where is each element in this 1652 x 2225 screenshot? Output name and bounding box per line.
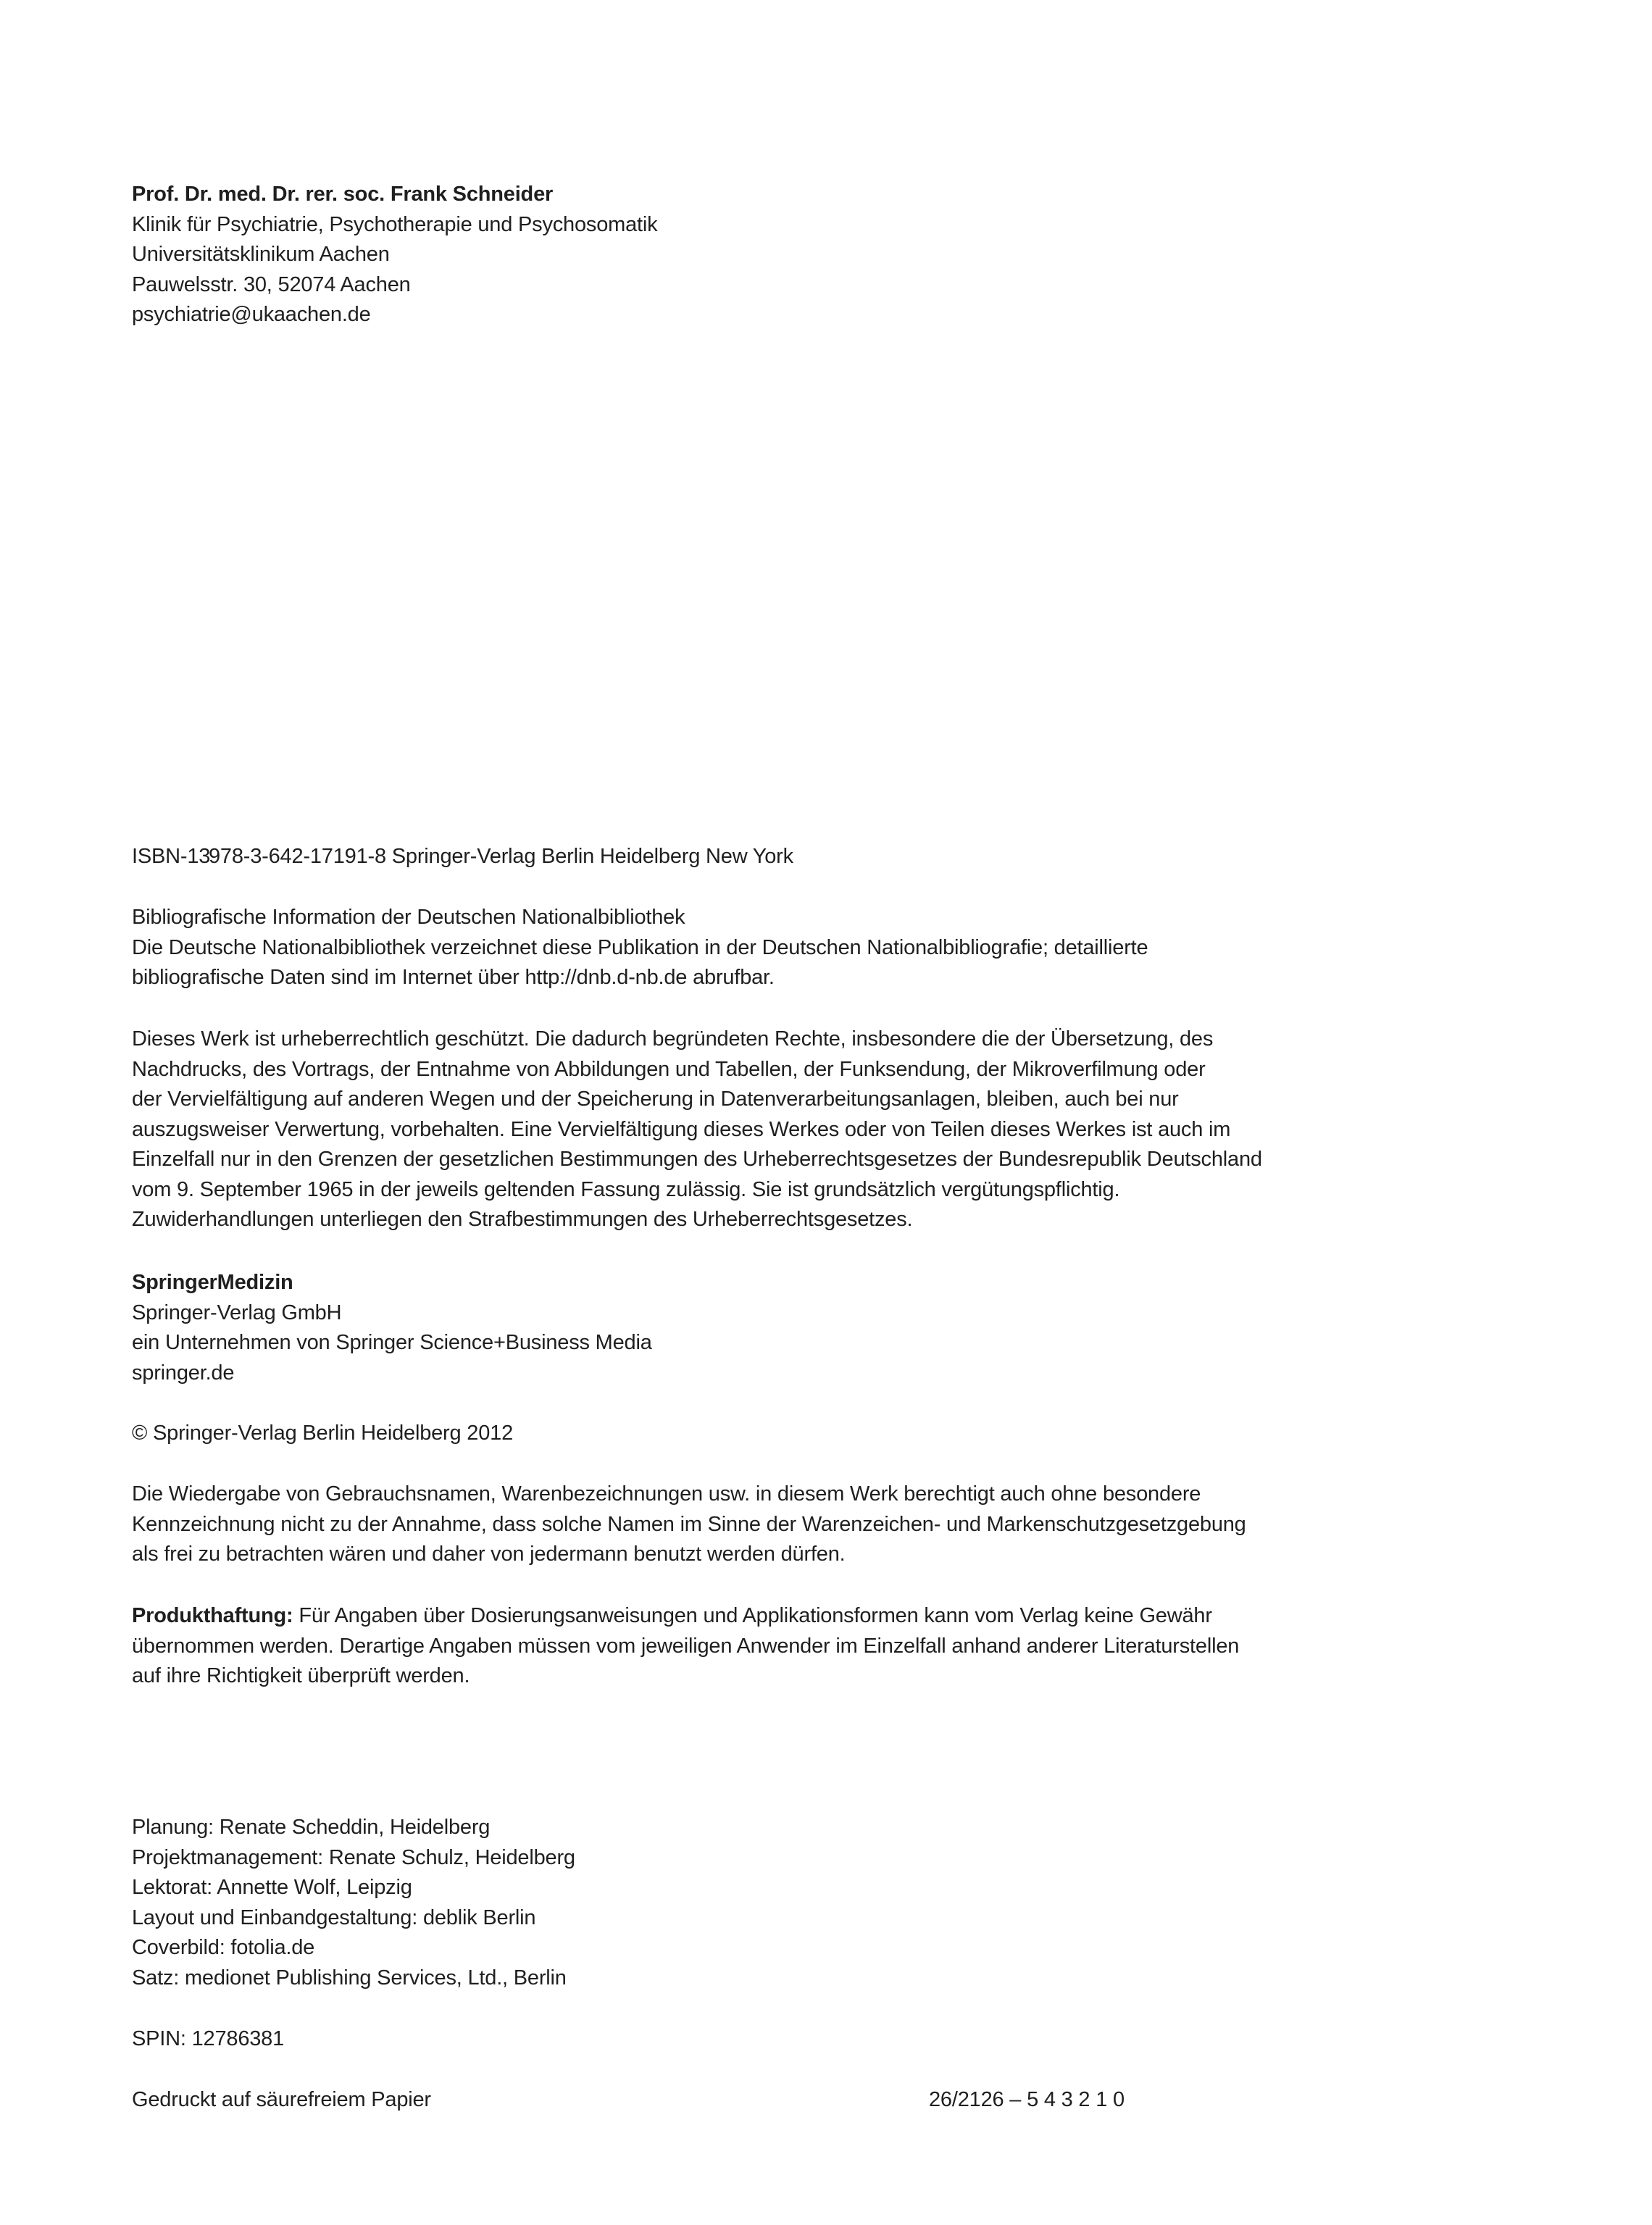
spin-number: SPIN: 12786381	[132, 2027, 285, 2050]
copyright-notice-line: Zuwiderhandlungen unterliegen den Strafbestimmungen des Urheberrechtsgesetzes.	[132, 1208, 913, 1231]
paper-note: Gedruckt auf säurefreiem Papier	[132, 2088, 431, 2111]
printing-info	[132, 2085, 1146, 2116]
copyright-notice-line: der Vervielfältigung auf anderen Wegen und der Speicherung in Datenverarbeitungsanlagen, bleiben, auch bei nur	[132, 1088, 1179, 1111]
author-institution: Universitätsklinikum Aachen	[132, 243, 390, 266]
publisher-parent: ein Unternehmen von Springer Science+Business Media	[132, 1331, 652, 1354]
isbn-label: ISBN-13	[132, 845, 211, 868]
isbn-value: 978-3-642-17191-8 Springer-Verlag Berlin Heidelberg New York	[209, 845, 793, 868]
credit-editing: Lektorat: Annette Wolf, Leipzig	[132, 1876, 412, 1899]
production-credits	[132, 1813, 1364, 1993]
liability-label: Produkthaftung:	[132, 1604, 293, 1627]
bibliographic-text-line: Die Deutsche Nationalbibliothek verzeichnet diese Publikation in der Deutschen Nationalbibliografie; detaillierte	[132, 935, 1148, 959]
author-address-block	[132, 180, 1364, 330]
liability-first-line: Für Angaben über Dosierungsanweisungen und Applikationsformen kann vom Verlag keine Gewähr	[293, 1604, 1212, 1627]
author-street: Pauwelsstr. 30, 52074 Aachen	[132, 272, 411, 296]
credit-layout: Layout und Einbandgestaltung: deblik Berlin	[132, 1905, 536, 1929]
spin-block	[132, 2024, 1364, 2055]
trademark-notice-line: Die Wiedergabe von Gebrauchsnamen, Warenbezeichnungen usw. in diesem Werk berechtigt auch ohne besondere	[132, 1482, 1201, 1506]
credit-typesetting: Satz: medionet Publishing Services, Ltd., Berlin	[132, 1966, 567, 1990]
publisher-website: springer.de	[132, 1361, 235, 1385]
copyright-notice	[132, 1024, 1364, 1235]
copyright-notice-line: vom 9. September 1965 in der jeweils geltenden Fassung zulässig. Sie ist grundsätzlich vergütungspflichtig.	[132, 1177, 1120, 1201]
publisher-block	[132, 1268, 1364, 1388]
liability-notice-line: übernommen werden. Derartige Angaben müssen vom jeweiligen Anwender im Einzelfall anhand anderer Literaturstellen	[132, 1634, 1240, 1658]
print-run-code: 26/2126 – 5 4 3 2 1 0	[929, 2088, 1125, 2111]
copyright-notice-line: auszugsweiser Verwertung, vorbehalten. Eine Vervielfältigung dieses Werkes oder von Teilen dieses Werkes ist auch im	[132, 1117, 1231, 1141]
credit-project-management: Projektmanagement: Renate Schulz, Heidelberg	[132, 1845, 575, 1869]
credit-planning: Planung: Renate Scheddin, Heidelberg	[132, 1816, 491, 1839]
bibliographic-heading: Bibliografische Information der Deutschen Nationalbibliothek	[132, 906, 685, 929]
copyright-line-block	[132, 1419, 1364, 1449]
copyright-notice-line: Dieses Werk ist urheberrechtlich geschützt. Die dadurch begründeten Rechte, insbesondere die der Übersetzung, des	[132, 1027, 1214, 1051]
copyright-notice-line: Einzelfall nur in den Grenzen der gesetzlichen Bestimmungen des Urheberrechtsgesetzes der Bundesrepublik Deutschland	[132, 1148, 1262, 1171]
author-affiliation: Klinik für Psychiatrie, Psychotherapie und Psychosomatik	[132, 212, 658, 236]
trademark-notice	[132, 1479, 1364, 1570]
isbn-line	[132, 842, 1364, 872]
credit-cover-image: Coverbild: fotolia.de	[132, 1936, 315, 1959]
publisher-company: Springer-Verlag GmbH	[132, 1301, 342, 1324]
publisher-name: SpringerMedizin	[132, 1271, 293, 1294]
liability-notice-line: auf ihre Richtigkeit überprüft werden.	[132, 1664, 470, 1687]
liability-notice	[132, 1601, 1364, 1692]
author-name: Prof. Dr. med. Dr. rer. soc. Frank Schneider	[132, 183, 554, 206]
bibliographic-text-line: bibliografische Daten sind im Internet über http://dnb.d-nb.de abrufbar.	[132, 966, 775, 989]
copyright-notice-line: Nachdrucks, des Vortrags, der Entnahme von Abbildungen und Tabellen, der Funksendung, der Mikroverfilmung oder	[132, 1057, 1206, 1081]
bibliographic-info	[132, 903, 1364, 993]
author-email: psychiatrie@ukaachen.de	[132, 303, 371, 326]
copyright-line: © Springer-Verlag Berlin Heidelberg 2012	[132, 1422, 514, 1445]
trademark-notice-line: als frei zu betrachten wären und daher von jedermann benutzt werden dürfen.	[132, 1543, 846, 1566]
trademark-notice-line: Kennzeichnung nicht zu der Annahme, dass solche Namen im Sinne der Warenzeichen- und Markenschutzgesetzgebung	[132, 1512, 1246, 1536]
